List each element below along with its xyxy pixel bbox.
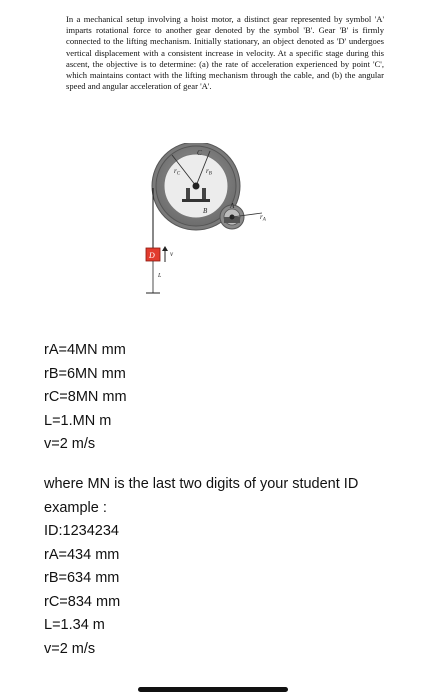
hoist-figure	[120, 143, 300, 303]
example-label: example :	[44, 499, 107, 516]
param-ra: rA=4MN mm	[44, 342, 126, 358]
hoist-diagram	[120, 143, 300, 303]
label-c: C	[197, 149, 202, 157]
label-l: L	[158, 273, 162, 279]
shaft-b	[193, 183, 200, 190]
example-rb: rB=634 mm	[44, 570, 120, 586]
support-right	[202, 188, 206, 200]
example-v: v=2 m/s	[44, 640, 96, 657]
student-id-note	[44, 473, 389, 661]
base-b	[182, 199, 210, 202]
label-b: B	[203, 207, 208, 215]
parameter-list	[44, 339, 127, 457]
velocity-arrow-head	[162, 246, 168, 251]
label-rc: $r_C$	[174, 167, 181, 177]
example-l: L=1.34 m	[44, 617, 105, 633]
example-id: ID:1234234	[44, 523, 119, 539]
label-v: v	[170, 250, 174, 258]
label-d: D	[149, 251, 155, 260]
support-left	[186, 188, 190, 200]
param-rc: rC=8MN mm	[44, 389, 127, 405]
param-l: L=1.MN m	[44, 412, 112, 429]
example-rc: rC=834 mm	[44, 593, 121, 610]
note-intro: where MN is the last two digits of your student ID	[44, 476, 359, 492]
param-v: v=2 m/s	[44, 436, 96, 452]
home-indicator[interactable]	[138, 687, 288, 692]
param-rb: rB=6MN mm	[44, 365, 126, 382]
label-ra: $r_A$	[260, 213, 266, 223]
problem-statement: In a mechanical setup involving a hoist motor, a distinct gear represented by symbol 'A' imparts rotational force to another gear denoted by the symbol 'B'. Gear 'B' is firmly connected to the lifting mechanism. Initially stationary, an object denoted as 'D' undergoes vertical displacement with a consistent increase in velocity. At a specific stage during this ascent, the objective is to determine: (a) the rate of acceleration experienced by point 'C', which maintains contact with the lifting mechanism through the cable, and (b) the angular speed and angular acceleration of gear 'A'.	[66, 14, 384, 92]
label-rb: $r_B$	[206, 167, 212, 177]
label-a: A	[230, 202, 235, 210]
example-ra: rA=434 mm	[44, 546, 120, 563]
